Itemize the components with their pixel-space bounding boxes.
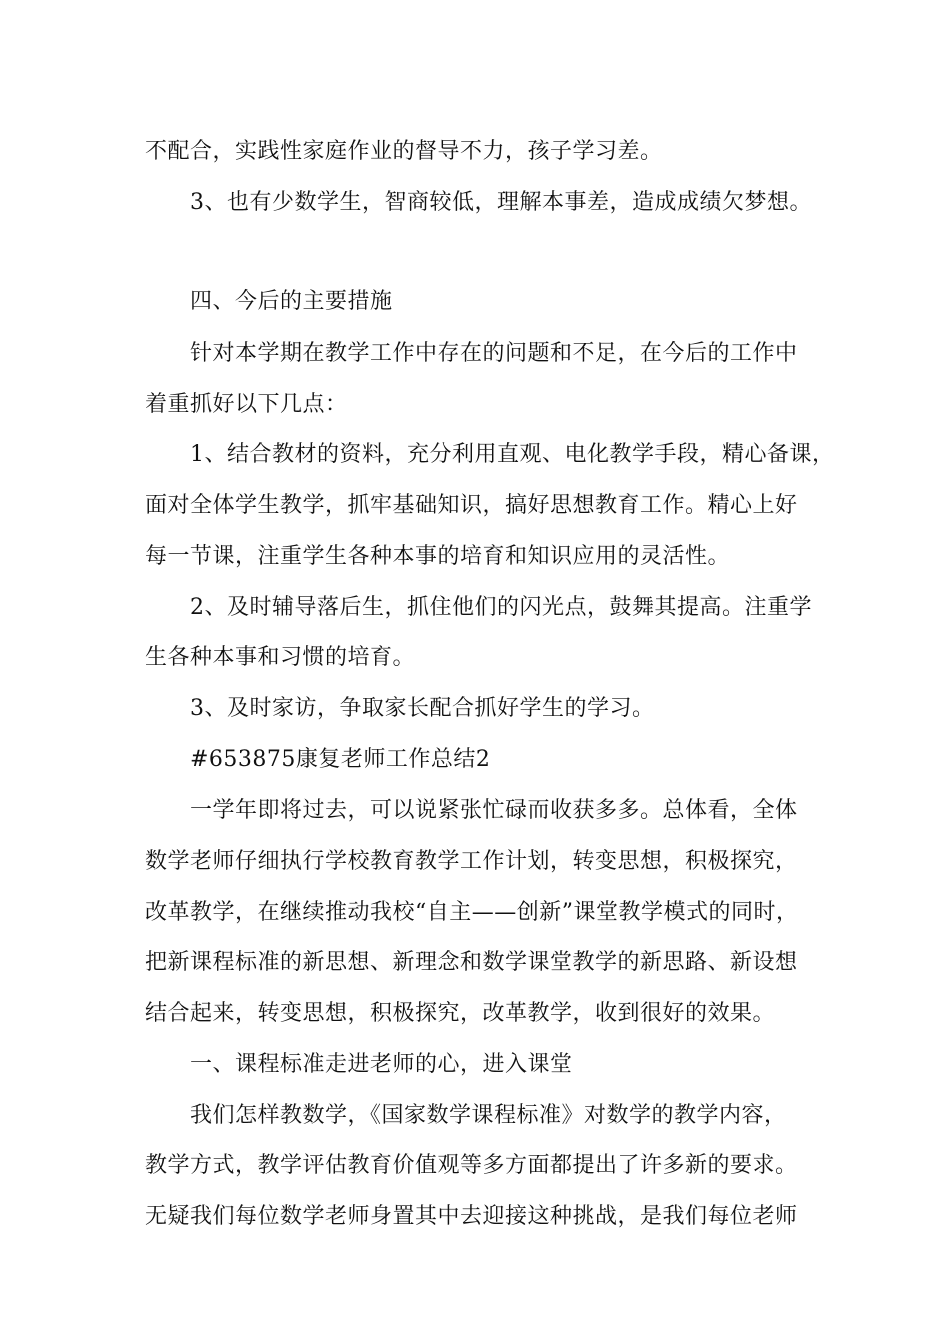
text-line: 3、也有少数学生，智商较低，理解本事差，造成成绩欠梦想。: [190, 190, 812, 215]
text-line: 1、结合教材的资料，充分利用直观、电化教学手段，精心备课，: [190, 442, 835, 467]
section-heading: 一、课程标准走进老师的心，进入课堂: [190, 1052, 573, 1077]
document-title: #653875康复老师工作总结2: [190, 747, 491, 772]
text-line: 不配合，实践性家庭作业的督导不力，孩子学习差。: [145, 139, 663, 164]
text-line: 着重抓好以下几点：: [145, 392, 348, 417]
text-line: 一学年即将过去，可以说紧张忙碌而收获多多。总体看，全体: [190, 798, 798, 823]
text-line: 数学老师仔细执行学校教育教学工作计划，转变思想，积极探究，: [145, 849, 798, 874]
text-line: 改革教学，在继续推动我校“自主——创新”课堂教学模式的同时，: [145, 900, 799, 925]
text-line: 每一节课，注重学生各种本事的培育和知识应用的灵活性。: [145, 544, 731, 569]
text-line: 2、及时辅导落后生，抓住他们的闪光点，鼓舞其提高。注重学: [190, 595, 812, 620]
text-line: 无疑我们每位数学老师身置其中去迎接这种挑战，是我们每位老师: [145, 1204, 798, 1229]
text-line: 把新课程标准的新思想、新理念和数学课堂教学的新思路、新设想: [145, 950, 798, 975]
text-line: 针对本学期在教学工作中存在的问题和不足，在今后的工作中: [190, 341, 798, 366]
section-heading: 四、今后的主要措施: [190, 289, 393, 314]
text-line: 面对全体学生教学，抓牢基础知识，搞好思想教育工作。精心上好: [145, 493, 798, 518]
text-line: 生各种本事和习惯的培育。: [145, 645, 416, 670]
text-line: 3、及时家访，争取家长配合抓好学生的学习。: [190, 696, 655, 721]
text-line: 结合起来，转变思想，积极探究，改革教学，收到很好的效果。: [145, 1001, 776, 1026]
text-line: 教学方式，教学评估教育价值观等多方面都提出了许多新的要求。: [145, 1153, 798, 1178]
text-line: 我们怎样教数学，《国家数学课程标准》对数学的教学内容，: [190, 1103, 787, 1128]
